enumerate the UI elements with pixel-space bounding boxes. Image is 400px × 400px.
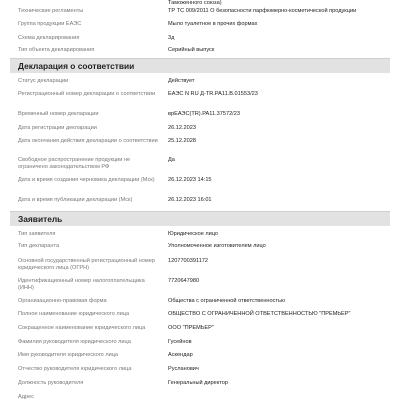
info-value: ТР ТС 009/2011 О безопасности парфюмерно-косметической продукции (168, 8, 357, 14)
info-value: 1207700391172 (168, 258, 209, 264)
info-row (18, 157, 388, 177)
info-row (18, 138, 388, 158)
info-label: Дата и время создания черновика декларации (Мск) (18, 177, 155, 183)
info-value: 3д (168, 35, 175, 41)
info-label: Тип декларанта (18, 243, 60, 249)
info-label: Отчество руководителя юридического лица (18, 366, 132, 372)
info-value: ЕАЭС N RU Д-TR.PA11.B.01553/23 (168, 91, 258, 97)
info-row (18, 258, 388, 278)
info-label: Сокращенное наименование юридического лица (18, 325, 146, 331)
info-label: Группа продукции ЕАЭС (18, 21, 82, 27)
section-header-declaration: Декларация о соответствии (10, 58, 390, 73)
info-label: Организационно-правовая форма (18, 298, 107, 304)
info-value: Мыло туалетное в прочих формах (168, 21, 258, 27)
info-label: Технические регламенты (18, 8, 84, 14)
info-value: 26.12.2023 (168, 125, 196, 131)
info-value: 7720647980 (168, 278, 200, 284)
info-label: Должность руководителя (18, 380, 84, 386)
info-value: 26.12.2023 14:15 (168, 177, 212, 183)
info-value: 26.12.2023 16:01 (168, 197, 212, 203)
info-label: Имя руководителя юридического лица (18, 352, 119, 358)
info-label: Дата окончания действия декларации о соответствии (18, 138, 158, 144)
info-value: 25.12.2028 (168, 138, 196, 144)
info-value: Гусейнов (168, 339, 192, 345)
info-label: Временный номер декларации (18, 111, 99, 117)
info-label: Свободное распространение продукции не ограничено законодательством РФ (18, 157, 131, 170)
info-value: ООО "ПРЕМЬЕР" (168, 325, 214, 331)
info-label: Тип объекта декларирования (18, 47, 95, 53)
info-label: Адрес (18, 394, 35, 400)
info-value: Серийный выпуск (168, 47, 215, 53)
info-value: Уполномоченное изготовителем лицо (168, 243, 266, 249)
info-value: Общества с ограниченной ответственностью (168, 298, 286, 304)
info-value: врЕАЭС(TR).PA11.37572/23 (168, 111, 240, 117)
info-label: Статус декларации (18, 78, 69, 84)
info-value: Таможенного союза) (168, 0, 222, 6)
info-value: Аскендар (168, 352, 193, 358)
info-label: Полное наименование юридического лица (18, 311, 130, 317)
info-row (18, 0, 388, 8)
info-row (18, 278, 388, 298)
info-label: Идентификационный номер налогоплательщика (ИНН) (18, 278, 145, 291)
info-label: Фамилия руководителя юридического лица (18, 339, 131, 345)
info-row (18, 177, 388, 197)
info-label: Дата регистрации декларации (18, 125, 97, 131)
info-label: Тип заявителя (18, 231, 56, 237)
info-value: Юридическое лицо (168, 231, 219, 237)
section-header-applicant: Заявитель (10, 211, 390, 226)
info-row (18, 394, 388, 400)
info-value: Русланович (168, 366, 199, 372)
info-value: Да (168, 157, 175, 163)
info-value: Генеральный директор (168, 380, 228, 386)
info-label: Схема декларирования (18, 35, 80, 41)
info-value: Действует (168, 78, 195, 84)
info-label: Дата и время публикации декларации (Мск) (18, 197, 133, 203)
info-value: ОБЩЕСТВО С ОГРАНИЧЕННОЙ ОТВЕТСТВЕННОСТЬЮ "ПРЕМЬЕР" (168, 311, 351, 317)
info-label: Основной государственный регистрационный номер юридического лица (ОГРН) (18, 258, 155, 271)
info-row (18, 91, 388, 111)
info-label: Регистрационный номер декларации о соответствии (18, 91, 156, 97)
